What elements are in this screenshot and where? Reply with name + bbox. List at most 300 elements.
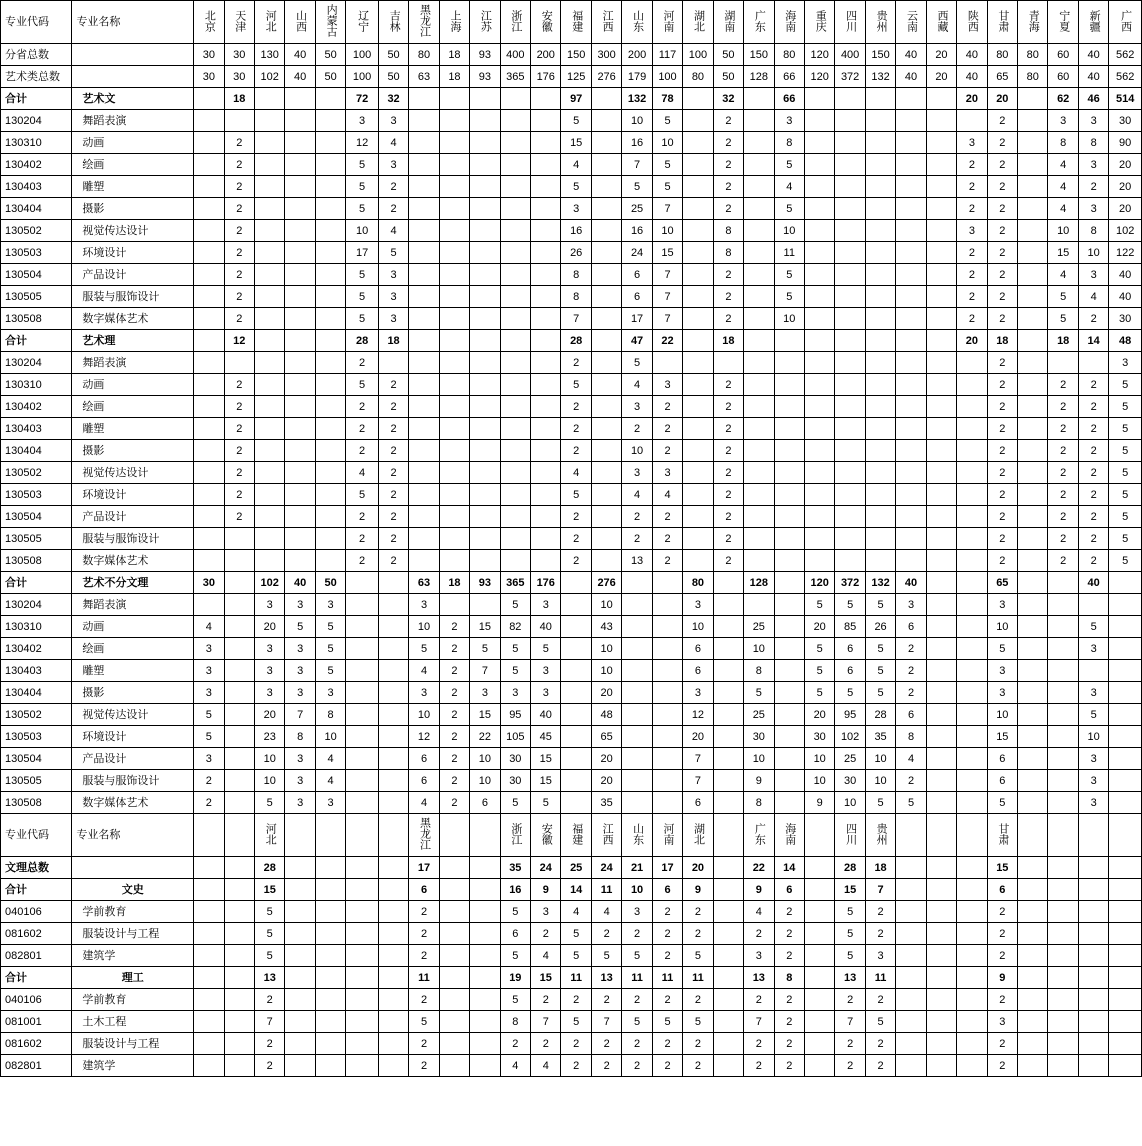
value-cell bbox=[713, 572, 743, 594]
value-cell: 40 bbox=[1109, 264, 1142, 286]
value-cell: 6 bbox=[987, 748, 1017, 770]
value-cell bbox=[315, 286, 345, 308]
value-cell bbox=[622, 572, 652, 594]
value-cell: 5 bbox=[346, 484, 379, 506]
value-cell: 22 bbox=[744, 857, 774, 879]
value-cell: 20 bbox=[1109, 198, 1142, 220]
value-cell bbox=[1018, 792, 1048, 814]
value-cell: 11 bbox=[865, 967, 895, 989]
value-cell: 3 bbox=[315, 682, 345, 704]
value-cell bbox=[744, 264, 774, 286]
value-cell: 2 bbox=[378, 462, 408, 484]
value-cell bbox=[409, 264, 439, 286]
value-cell bbox=[1078, 989, 1108, 1011]
value-cell: 5 bbox=[561, 110, 591, 132]
value-cell: 6 bbox=[683, 638, 713, 660]
value-cell: 2 bbox=[378, 550, 408, 572]
value-cell bbox=[1018, 220, 1048, 242]
value-cell: 3 bbox=[622, 396, 652, 418]
value-cell: 2 bbox=[1048, 418, 1078, 440]
value-cell bbox=[926, 1055, 956, 1077]
value-cell: 16 bbox=[561, 220, 591, 242]
value-cell: 5 bbox=[500, 901, 530, 923]
value-cell: 2 bbox=[409, 923, 439, 945]
value-cell bbox=[1018, 242, 1048, 264]
value-cell bbox=[409, 286, 439, 308]
major-row-2-4 bbox=[1, 682, 1142, 704]
value-cell bbox=[1018, 484, 1048, 506]
value-cell bbox=[591, 484, 621, 506]
value-cell: 5 bbox=[865, 594, 895, 616]
value-cell bbox=[470, 88, 500, 110]
value-cell: 10 bbox=[315, 726, 345, 748]
value-cell bbox=[285, 176, 315, 198]
value-cell bbox=[865, 154, 895, 176]
value-cell: 3 bbox=[255, 594, 285, 616]
value-cell: 2 bbox=[987, 1033, 1017, 1055]
value-cell bbox=[561, 572, 591, 594]
value-cell: 2 bbox=[224, 132, 254, 154]
value-cell bbox=[500, 440, 530, 462]
value-cell: 2 bbox=[652, 418, 682, 440]
value-cell: 5 bbox=[315, 660, 345, 682]
value-cell: 60 bbox=[1048, 44, 1078, 66]
value-cell bbox=[285, 967, 315, 989]
value-cell bbox=[194, 550, 224, 572]
value-cell: 10 bbox=[987, 704, 1017, 726]
value-cell: 2 bbox=[652, 506, 682, 528]
value-cell bbox=[194, 308, 224, 330]
value-cell bbox=[1018, 286, 1048, 308]
value-cell: 15 bbox=[835, 879, 865, 901]
value-cell bbox=[315, 242, 345, 264]
value-cell bbox=[1018, 879, 1048, 901]
value-cell: 2 bbox=[378, 374, 408, 396]
value-cell bbox=[896, 308, 926, 330]
value-cell bbox=[865, 132, 895, 154]
value-cell bbox=[926, 484, 956, 506]
value-cell bbox=[1018, 967, 1048, 989]
value-cell bbox=[470, 176, 500, 198]
value-cell bbox=[500, 462, 530, 484]
value-cell bbox=[865, 330, 895, 352]
value-cell: 65 bbox=[987, 66, 1017, 88]
value-cell: 200 bbox=[531, 44, 561, 66]
value-cell: 11 bbox=[591, 879, 621, 901]
value-cell bbox=[957, 462, 987, 484]
value-cell bbox=[315, 528, 345, 550]
value-cell bbox=[896, 967, 926, 989]
value-cell bbox=[224, 352, 254, 374]
row-name: 视觉传达设计 bbox=[72, 220, 194, 242]
value-cell bbox=[926, 967, 956, 989]
value-cell bbox=[346, 923, 379, 945]
value-cell: 3 bbox=[255, 660, 285, 682]
value-cell: 16 bbox=[500, 879, 530, 901]
header-province-17 bbox=[713, 1, 743, 44]
value-cell bbox=[774, 638, 804, 660]
value-cell: 2 bbox=[896, 770, 926, 792]
row-name bbox=[72, 857, 194, 879]
value-cell: 5 bbox=[531, 792, 561, 814]
value-cell: 7 bbox=[470, 660, 500, 682]
value-cell: 2 bbox=[255, 1033, 285, 1055]
value-cell: 2 bbox=[713, 396, 743, 418]
major-row-0-9 bbox=[1, 308, 1142, 330]
value-cell bbox=[865, 176, 895, 198]
row-code: 130504 bbox=[1, 506, 72, 528]
value-cell: 3 bbox=[1048, 110, 1078, 132]
major-row-1-9 bbox=[1, 550, 1142, 572]
row-code: 081602 bbox=[1, 1033, 72, 1055]
value-cell bbox=[1048, 352, 1078, 374]
header-province-24 bbox=[926, 1, 956, 44]
value-cell: 2 bbox=[561, 550, 591, 572]
value-cell bbox=[346, 1011, 379, 1033]
value-cell bbox=[957, 857, 987, 879]
row-name: 动画 bbox=[72, 374, 194, 396]
value-cell bbox=[194, 132, 224, 154]
value-cell: 2 bbox=[378, 506, 408, 528]
value-cell: 2 bbox=[561, 418, 591, 440]
value-cell bbox=[591, 330, 621, 352]
province-label: 贵州 bbox=[875, 822, 888, 845]
value-cell bbox=[1109, 967, 1142, 989]
value-cell: 102 bbox=[1109, 220, 1142, 242]
value-cell: 40 bbox=[957, 66, 987, 88]
row-name: 建筑学 bbox=[72, 945, 194, 967]
value-cell: 2 bbox=[713, 110, 743, 132]
value-cell: 2 bbox=[713, 264, 743, 286]
value-cell bbox=[865, 374, 895, 396]
value-cell bbox=[774, 374, 804, 396]
row-name: 服装与服饰设计 bbox=[72, 286, 194, 308]
value-cell: 2 bbox=[683, 1055, 713, 1077]
value-cell: 2 bbox=[987, 396, 1017, 418]
value-cell: 3 bbox=[409, 594, 439, 616]
value-cell bbox=[865, 396, 895, 418]
value-cell bbox=[409, 154, 439, 176]
value-cell bbox=[926, 110, 956, 132]
header-province-18 bbox=[744, 1, 774, 44]
value-cell: 2 bbox=[713, 198, 743, 220]
value-cell bbox=[1018, 462, 1048, 484]
value-cell bbox=[774, 330, 804, 352]
major-row-1-6 bbox=[1, 484, 1142, 506]
value-cell: 14 bbox=[561, 879, 591, 901]
value-cell: 2 bbox=[987, 132, 1017, 154]
value-cell: 9 bbox=[683, 879, 713, 901]
value-cell bbox=[804, 967, 834, 989]
value-cell bbox=[835, 88, 865, 110]
value-cell: 10 bbox=[409, 616, 439, 638]
value-cell bbox=[439, 352, 469, 374]
value-cell: 5 bbox=[622, 176, 652, 198]
value-cell: 95 bbox=[835, 704, 865, 726]
value-cell bbox=[439, 132, 469, 154]
value-cell bbox=[409, 132, 439, 154]
row-name: 动画 bbox=[72, 616, 194, 638]
value-cell bbox=[315, 484, 345, 506]
value-cell bbox=[1078, 967, 1108, 989]
value-cell bbox=[224, 660, 254, 682]
value-cell bbox=[439, 923, 469, 945]
value-cell: 5 bbox=[622, 352, 652, 374]
value-cell bbox=[531, 484, 561, 506]
value-cell: 8 bbox=[774, 967, 804, 989]
value-cell bbox=[1018, 154, 1048, 176]
value-cell: 5 bbox=[500, 638, 530, 660]
value-cell bbox=[865, 418, 895, 440]
value-cell: 50 bbox=[315, 66, 345, 88]
value-cell: 8 bbox=[744, 660, 774, 682]
header-province-15 bbox=[652, 1, 682, 44]
value-cell bbox=[1018, 923, 1048, 945]
value-cell bbox=[804, 286, 834, 308]
value-cell bbox=[1018, 528, 1048, 550]
value-cell: 15 bbox=[470, 704, 500, 726]
major-row-1-3 bbox=[1, 418, 1142, 440]
value-cell: 7 bbox=[683, 748, 713, 770]
major2-row-1-0 bbox=[1, 989, 1142, 1011]
value-cell bbox=[804, 1011, 834, 1033]
header-province-21 bbox=[835, 1, 865, 44]
value-cell bbox=[285, 879, 315, 901]
value-cell: 3 bbox=[1109, 352, 1142, 374]
major-row-0-0 bbox=[1, 110, 1142, 132]
value-cell bbox=[926, 923, 956, 945]
value-cell bbox=[957, 682, 987, 704]
value-cell bbox=[896, 484, 926, 506]
value-cell bbox=[346, 748, 379, 770]
value-cell: 5 bbox=[683, 1011, 713, 1033]
value-cell: 25 bbox=[835, 748, 865, 770]
row-name: 视觉传达设计 bbox=[72, 462, 194, 484]
value-cell bbox=[652, 594, 682, 616]
value-cell bbox=[957, 660, 987, 682]
value-cell bbox=[285, 1011, 315, 1033]
value-cell: 3 bbox=[285, 638, 315, 660]
value-cell: 28 bbox=[835, 857, 865, 879]
province-label: 宁夏 bbox=[1057, 9, 1070, 32]
value-cell bbox=[500, 198, 530, 220]
value-cell bbox=[346, 792, 379, 814]
value-cell: 2 bbox=[774, 923, 804, 945]
value-cell: 15 bbox=[987, 857, 1017, 879]
value-cell: 2 bbox=[713, 506, 743, 528]
major-row-1-7 bbox=[1, 506, 1142, 528]
value-cell bbox=[531, 176, 561, 198]
value-cell: 40 bbox=[1078, 66, 1108, 88]
value-cell bbox=[531, 308, 561, 330]
value-cell: 5 bbox=[804, 594, 834, 616]
value-cell bbox=[591, 264, 621, 286]
value-cell bbox=[1048, 660, 1078, 682]
value-cell bbox=[865, 110, 895, 132]
value-cell: 5 bbox=[1109, 418, 1142, 440]
row-name: 舞蹈表演 bbox=[72, 352, 194, 374]
row-code: 130204 bbox=[1, 594, 72, 616]
value-cell bbox=[439, 286, 469, 308]
value-cell: 2 bbox=[987, 154, 1017, 176]
value-cell bbox=[194, 1011, 224, 1033]
value-cell: 6 bbox=[896, 616, 926, 638]
value-cell bbox=[622, 638, 652, 660]
value-cell bbox=[409, 176, 439, 198]
row-code: 082801 bbox=[1, 945, 72, 967]
value-cell: 66 bbox=[774, 66, 804, 88]
value-cell bbox=[591, 132, 621, 154]
value-cell: 2 bbox=[652, 989, 682, 1011]
value-cell bbox=[713, 945, 743, 967]
value-cell: 2 bbox=[224, 242, 254, 264]
value-cell bbox=[1048, 704, 1078, 726]
value-cell bbox=[957, 638, 987, 660]
wenli-total-row bbox=[1, 857, 1142, 879]
value-cell bbox=[500, 550, 530, 572]
value-cell: 3 bbox=[652, 374, 682, 396]
value-cell bbox=[713, 638, 743, 660]
value-cell: 10 bbox=[865, 748, 895, 770]
value-cell bbox=[683, 264, 713, 286]
value-cell bbox=[315, 462, 345, 484]
value-cell: 2 bbox=[652, 923, 682, 945]
value-cell: 8 bbox=[896, 726, 926, 748]
value-cell bbox=[194, 176, 224, 198]
value-cell bbox=[224, 594, 254, 616]
value-cell bbox=[470, 132, 500, 154]
value-cell bbox=[224, 110, 254, 132]
value-cell bbox=[926, 704, 956, 726]
value-cell bbox=[224, 528, 254, 550]
value-cell: 4 bbox=[1078, 286, 1108, 308]
value-cell bbox=[957, 528, 987, 550]
value-cell bbox=[683, 418, 713, 440]
value-cell bbox=[896, 264, 926, 286]
value-cell bbox=[346, 945, 379, 967]
value-cell bbox=[378, 352, 408, 374]
value-cell bbox=[713, 989, 743, 1011]
value-cell bbox=[926, 396, 956, 418]
value-cell: 30 bbox=[1109, 308, 1142, 330]
value-cell: 5 bbox=[865, 638, 895, 660]
value-cell bbox=[315, 857, 345, 879]
value-cell bbox=[865, 484, 895, 506]
row-code: 130310 bbox=[1, 132, 72, 154]
value-cell: 5 bbox=[652, 154, 682, 176]
value-cell: 10 bbox=[744, 748, 774, 770]
header-province-29 bbox=[1078, 1, 1108, 44]
value-cell bbox=[500, 220, 530, 242]
value-cell: 3 bbox=[1078, 110, 1108, 132]
value-cell: 6 bbox=[409, 748, 439, 770]
value-cell bbox=[1018, 88, 1048, 110]
value-cell bbox=[531, 440, 561, 462]
header-province-7 bbox=[409, 1, 439, 44]
value-cell: 5 bbox=[255, 945, 285, 967]
value-cell bbox=[683, 506, 713, 528]
value-cell: 3 bbox=[531, 660, 561, 682]
value-cell: 10 bbox=[470, 748, 500, 770]
row-name: 产品设计 bbox=[72, 264, 194, 286]
row-name: 数字媒体艺术 bbox=[72, 550, 194, 572]
value-cell bbox=[1109, 616, 1142, 638]
major-row-1-2 bbox=[1, 396, 1142, 418]
value-cell: 10 bbox=[652, 220, 682, 242]
major-row-0-4 bbox=[1, 198, 1142, 220]
value-cell bbox=[561, 638, 591, 660]
value-cell bbox=[378, 945, 408, 967]
value-cell: 80 bbox=[683, 66, 713, 88]
value-cell: 7 bbox=[652, 198, 682, 220]
value-cell bbox=[470, 286, 500, 308]
value-cell: 365 bbox=[500, 572, 530, 594]
value-cell bbox=[865, 352, 895, 374]
row-code: 130404 bbox=[1, 682, 72, 704]
value-cell: 20 bbox=[255, 616, 285, 638]
row-code: 130505 bbox=[1, 770, 72, 792]
value-cell: 6 bbox=[835, 638, 865, 660]
value-cell bbox=[194, 945, 224, 967]
value-cell: 150 bbox=[744, 44, 774, 66]
value-cell: 2 bbox=[652, 528, 682, 550]
header-province-25 bbox=[957, 1, 987, 44]
header-province-20 bbox=[804, 814, 834, 857]
value-cell bbox=[713, 616, 743, 638]
value-cell bbox=[194, 418, 224, 440]
value-cell: 35 bbox=[500, 857, 530, 879]
value-cell: 2 bbox=[255, 989, 285, 1011]
value-cell bbox=[926, 330, 956, 352]
value-cell: 372 bbox=[835, 66, 865, 88]
province-label: 北京 bbox=[203, 9, 216, 32]
value-cell: 15 bbox=[652, 242, 682, 264]
value-cell bbox=[409, 110, 439, 132]
value-cell bbox=[926, 220, 956, 242]
value-cell: 10 bbox=[346, 220, 379, 242]
major-row-2-8 bbox=[1, 770, 1142, 792]
value-cell bbox=[1018, 682, 1048, 704]
value-cell bbox=[713, 748, 743, 770]
value-cell bbox=[439, 176, 469, 198]
value-cell: 40 bbox=[531, 616, 561, 638]
row-code: 艺术类总数 bbox=[1, 66, 72, 88]
value-cell: 2 bbox=[224, 220, 254, 242]
value-cell bbox=[194, 879, 224, 901]
value-cell: 2 bbox=[1078, 440, 1108, 462]
value-cell: 2 bbox=[896, 660, 926, 682]
value-cell bbox=[591, 550, 621, 572]
value-cell bbox=[926, 132, 956, 154]
value-cell: 10 bbox=[409, 704, 439, 726]
value-cell bbox=[439, 484, 469, 506]
value-cell bbox=[315, 264, 345, 286]
header-province-9 bbox=[470, 814, 500, 857]
value-cell bbox=[744, 352, 774, 374]
value-cell bbox=[470, 1033, 500, 1055]
value-cell bbox=[1109, 748, 1142, 770]
value-cell bbox=[409, 374, 439, 396]
value-cell: 63 bbox=[409, 572, 439, 594]
value-cell: 40 bbox=[531, 704, 561, 726]
value-cell: 11 bbox=[622, 967, 652, 989]
province-label: 辽宁 bbox=[356, 9, 369, 32]
value-cell: 5 bbox=[1109, 374, 1142, 396]
value-cell: 5 bbox=[1078, 704, 1108, 726]
value-cell: 5 bbox=[622, 945, 652, 967]
value-cell: 13 bbox=[255, 967, 285, 989]
value-cell bbox=[591, 374, 621, 396]
